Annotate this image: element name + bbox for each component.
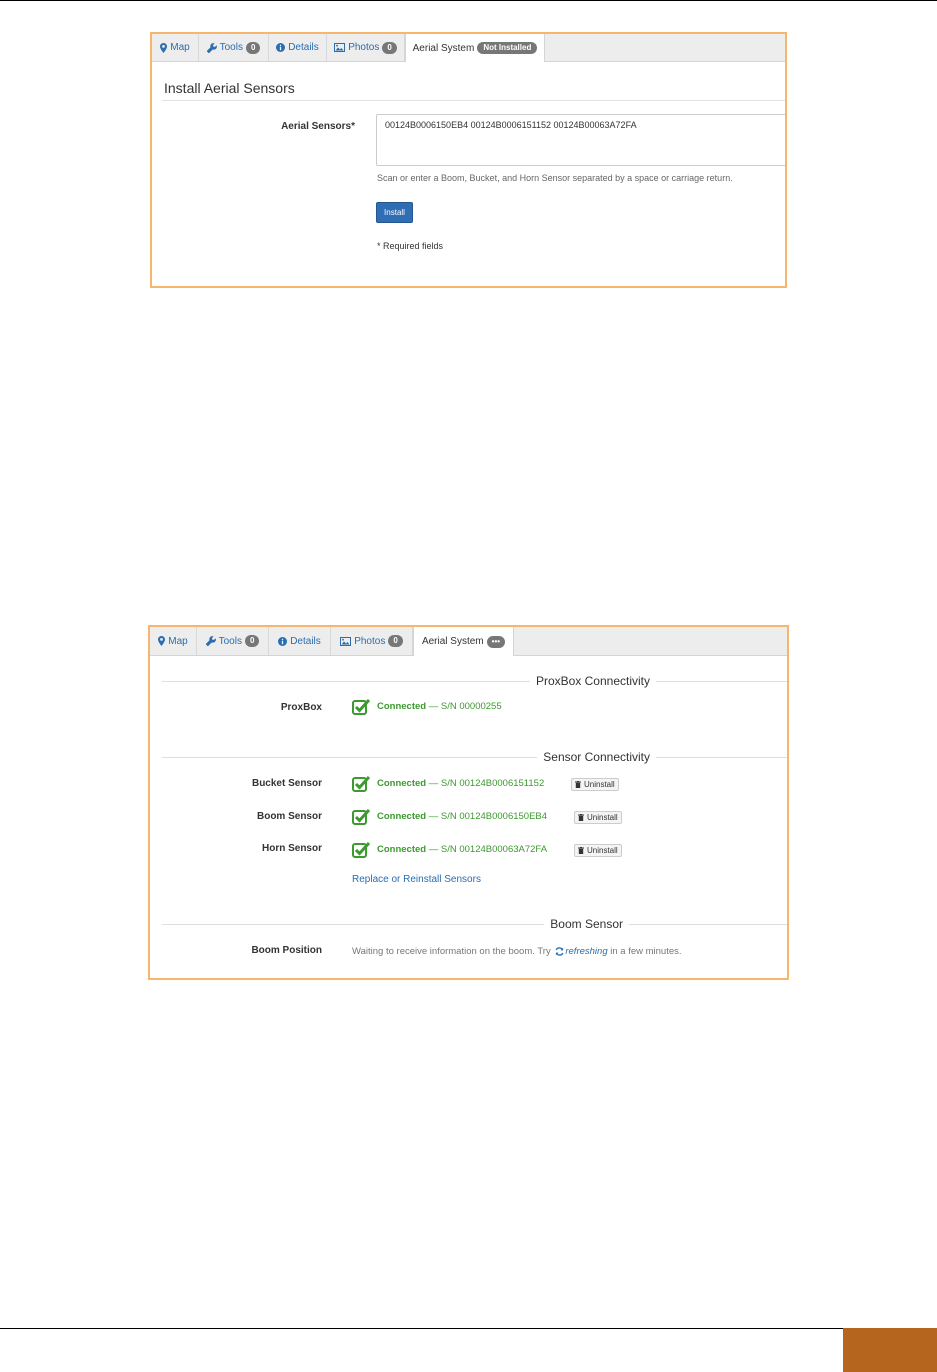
tab-aerial-system[interactable] bbox=[413, 627, 514, 656]
boom-sensor-status bbox=[352, 808, 547, 825]
proxbox-status bbox=[352, 698, 502, 715]
info-circle-icon bbox=[278, 637, 287, 646]
tab-map-label: Map bbox=[170, 42, 190, 53]
refreshing-link[interactable]: refreshing bbox=[565, 946, 608, 957]
aerial-system-status-panel bbox=[148, 625, 789, 980]
uninstall-boom-sensor-button[interactable] bbox=[574, 811, 622, 824]
photos-count-badge: 0 bbox=[388, 635, 402, 647]
map-marker-icon bbox=[160, 43, 167, 53]
page-corner-tab bbox=[843, 1328, 937, 1372]
tab-tools-label: Tools bbox=[218, 635, 242, 647]
aerial-sensors-label: Aerial Sensors* bbox=[281, 121, 355, 132]
tab-map-label: Map bbox=[168, 635, 188, 647]
install-button[interactable]: Install bbox=[376, 202, 413, 223]
boom-position-message bbox=[352, 946, 682, 957]
tab-tools-label: Tools bbox=[219, 42, 243, 53]
boom-sensor-status-label: Connected bbox=[377, 811, 427, 822]
info-circle-icon bbox=[276, 43, 285, 52]
page-top-rule bbox=[0, 0, 937, 1]
replace-reinstall-sensors-link[interactable]: Replace or Reinstall Sensors bbox=[352, 874, 481, 885]
tab-details-label: Details bbox=[288, 42, 319, 53]
tab-aerial-system[interactable] bbox=[405, 34, 545, 62]
tab-aerial-system-label: Aerial System bbox=[412, 42, 475, 54]
bucket-sensor-label: Bucket Sensor bbox=[251, 778, 322, 789]
bucket-sensor-serial: — S/N 00124B0006151152 bbox=[428, 778, 545, 789]
boom-sensor-heading: Boom Sensor bbox=[550, 917, 623, 931]
boom-position-label: Boom Position bbox=[251, 945, 322, 956]
required-fields-note: * Required fields bbox=[377, 241, 444, 251]
bucket-sensor-status-label: Connected bbox=[377, 778, 427, 789]
trash-icon bbox=[578, 847, 584, 854]
uninstall-label: Uninstall bbox=[584, 780, 615, 789]
not-installed-badge: Not Installed bbox=[477, 42, 537, 54]
tab-aerial-system-label: Aerial System bbox=[421, 636, 484, 647]
boom-position-text-before: Waiting to receive information on the boom. Try bbox=[352, 946, 551, 957]
tab-bar bbox=[150, 627, 787, 656]
heading-divider bbox=[162, 100, 785, 101]
boom-position-text-after: in a few minutes. bbox=[610, 946, 682, 957]
proxbox-status-label: Connected bbox=[377, 701, 427, 712]
tab-details-label: Details bbox=[290, 635, 321, 647]
picture-icon bbox=[334, 43, 345, 52]
tab-photos-label: Photos bbox=[354, 635, 386, 647]
tab-details[interactable] bbox=[269, 34, 327, 61]
horn-sensor-status bbox=[352, 841, 547, 858]
wrench-icon bbox=[206, 636, 216, 646]
uninstall-label: Uninstall bbox=[587, 813, 618, 822]
boom-sensor-serial: — S/N 00124B0006150EB4 bbox=[428, 811, 548, 822]
tools-count-badge: 0 bbox=[246, 42, 260, 54]
tab-tools[interactable] bbox=[199, 34, 269, 61]
tab-bar bbox=[152, 34, 785, 62]
horn-sensor-label: Horn Sensor bbox=[261, 843, 322, 854]
sensor-connectivity-divider bbox=[162, 749, 787, 765]
proxbox-connectivity-heading: ProxBox Connectivity bbox=[535, 674, 650, 688]
map-marker-icon bbox=[158, 636, 165, 646]
horn-sensor-serial: — S/N 00124B00063A72FA bbox=[428, 844, 548, 855]
tab-photos[interactable] bbox=[331, 627, 413, 655]
tab-map[interactable] bbox=[152, 34, 199, 61]
checkbox-checked-icon bbox=[352, 775, 371, 792]
aerial-sensors-textarea[interactable] bbox=[376, 114, 787, 166]
sensor-connectivity-heading: Sensor Connectivity bbox=[543, 750, 650, 764]
install-aerial-sensors-panel bbox=[150, 32, 787, 288]
tab-details[interactable] bbox=[269, 627, 331, 655]
tab-map[interactable] bbox=[150, 627, 197, 655]
install-aerial-sensors-heading: Install Aerial Sensors bbox=[164, 80, 295, 96]
photos-count-badge: 0 bbox=[382, 42, 396, 54]
checkbox-checked-icon bbox=[352, 841, 371, 858]
wrench-icon bbox=[207, 43, 217, 53]
trash-icon bbox=[575, 781, 581, 788]
tab-photos[interactable] bbox=[327, 34, 405, 61]
checkbox-checked-icon bbox=[352, 698, 371, 715]
tools-count-badge: 0 bbox=[245, 635, 259, 647]
refresh-icon bbox=[555, 947, 564, 956]
bucket-sensor-status bbox=[352, 775, 544, 792]
status-more-badge: ••• bbox=[487, 636, 505, 648]
aerial-sensors-value: 00124B0006150EB4 00124B0006151152 00124B00063A72FA bbox=[385, 120, 637, 130]
aerial-sensors-help-text: Scan or enter a Boom, Bucket, and Horn Sensor separated by a space or carriage return. bbox=[377, 173, 733, 183]
page-bottom-rule bbox=[0, 1328, 843, 1329]
proxbox-label: ProxBox bbox=[280, 702, 322, 713]
boom-sensor-divider bbox=[162, 916, 787, 932]
checkbox-checked-icon bbox=[352, 808, 371, 825]
boom-sensor-label: Boom Sensor bbox=[256, 811, 322, 822]
picture-icon bbox=[340, 637, 351, 646]
horn-sensor-status-label: Connected bbox=[377, 844, 427, 855]
proxbox-connectivity-divider bbox=[162, 673, 787, 689]
uninstall-horn-sensor-button[interactable] bbox=[574, 844, 622, 857]
proxbox-serial: — S/N 00000255 bbox=[428, 701, 502, 712]
tab-tools[interactable] bbox=[197, 627, 269, 655]
trash-icon bbox=[578, 814, 584, 821]
tab-photos-label: Photos bbox=[348, 42, 380, 53]
uninstall-label: Uninstall bbox=[587, 846, 618, 855]
uninstall-bucket-sensor-button[interactable] bbox=[571, 778, 619, 791]
